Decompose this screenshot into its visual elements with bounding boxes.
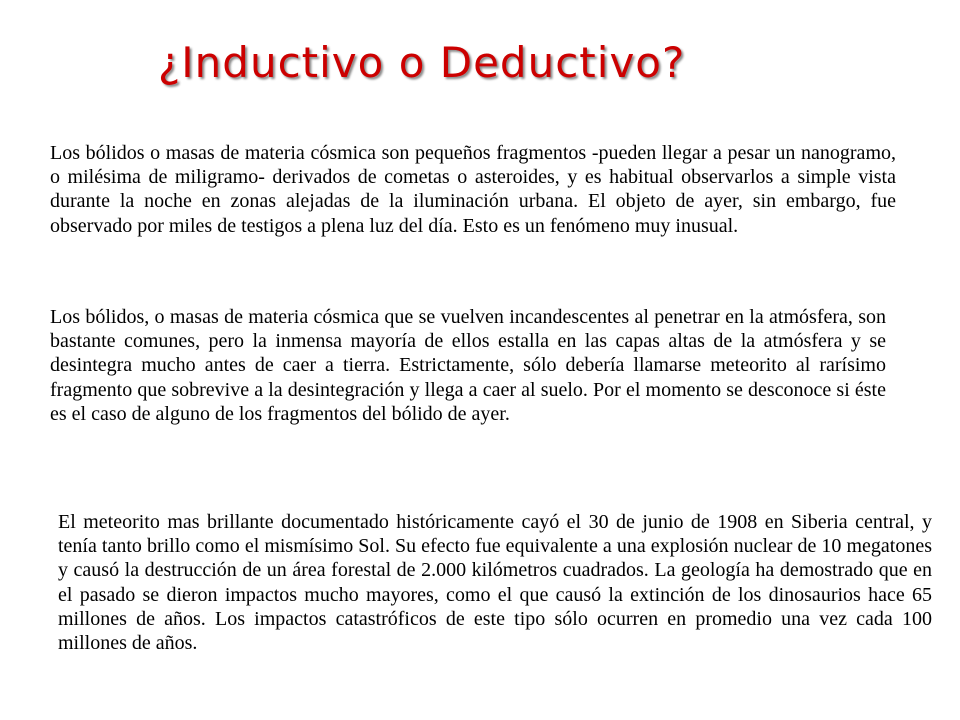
- slide-title: ¿Inductivo o Deductivo?: [158, 38, 686, 87]
- paragraph-meteorito-siberia: El meteorito mas brillante documentado históricamente cayó el 30 de junio de 1908 en Siberia central, y tenía tanto brillo como el mismísimo Sol. Su efecto fue equivalente a una explosión nuclear de 10 megatones y causó la destrucción de un área forestal de 2.000 kilómetros cuadrados. La geología ha demostrado que en el pasado se dieron impactos mucho mayores, como el que causó la extinción de los dinosaurios hace 65 millones de años. Los impactos catastróficos de este tipo sólo ocurren en promedio una vez cada 100 millones de años.: [58, 511, 932, 655]
- paragraph-bolidos-atmosfera: Los bólidos, o masas de materia cósmica que se vuelven incandescentes al penetrar en la atmósfera, son bastante comunes, pero la inmensa mayoría de ellos estalla en las capas altas de la atmósfera y se desintegra mucho antes de caer a tierra. Estrictamente, sólo debería llamarse meteorito al rarísimo fragmento que sobrevive a la desintegración y llega a caer al suelo. Por el momento se desconoce si éste es el caso de alguno de los fragmentos del bólido de ayer.: [50, 306, 886, 425]
- paragraph-bolidos-fragmentos: Los bólidos o masas de materia cósmica son pequeños fragmentos -pueden llegar a pesar un nanogramo, o milésima de miligramo- derivados de cometas o asteroides, y es habitual observarlos a simple vista durante la noche en zonas alejadas de la iluminación urbana. El objeto de ayer, sin embargo, fue observado por miles de testigos a plena luz del día. Esto es un fenómeno muy inusual.: [50, 142, 896, 237]
